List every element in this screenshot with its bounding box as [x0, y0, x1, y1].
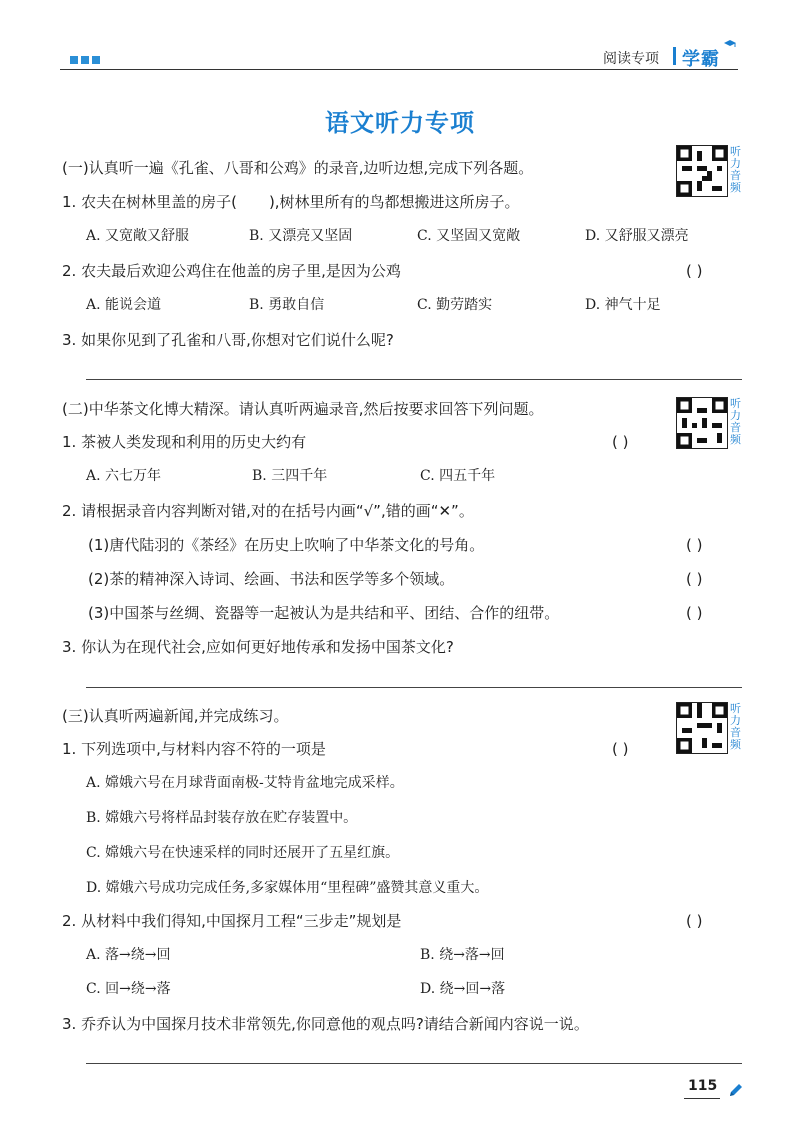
s1-q2-answer-paren[interactable]: ( ): [686, 262, 703, 280]
s2-q2-item-3-paren[interactable]: ( ): [686, 604, 703, 622]
qr-label-2: 听 力 音 频: [730, 397, 741, 446]
s3-q1-option-b[interactable]: B. 嫦娥六号将样品封装存放在贮存装置中。: [86, 810, 358, 826]
section-3-heading: (三)认真听两遍新闻,并完成练习。: [62, 707, 289, 725]
s2-q1-answer-paren[interactable]: ( ): [612, 433, 629, 451]
page-number: 115: [688, 1078, 718, 1094]
s3-q1-answer-paren[interactable]: ( ): [612, 740, 629, 758]
s2-q1-option-a[interactable]: A. 六七万年: [86, 468, 162, 484]
s3-q2-answer-paren[interactable]: ( ): [686, 912, 703, 930]
s3-q2-option-a[interactable]: A. 落→绕→回: [86, 947, 171, 963]
s1-q1-text: 1. 农夫在树林里盖的房子( ),树林里所有的鸟都想搬进这所房子。: [62, 193, 520, 211]
s2-q2-item-2-paren[interactable]: ( ): [686, 570, 703, 588]
header-divider: [673, 47, 676, 65]
brand-logo: 学霸: [682, 49, 720, 70]
qr-code-1[interactable]: [676, 145, 728, 197]
section-2-heading: (二)中华茶文化博大精深。请认真听两遍录音,然后按要求回答下列问题。: [62, 400, 544, 418]
header-rule: [60, 69, 738, 70]
section-1-heading: (一)认真听一遍《孔雀、八哥和公鸡》的录音,边听边想,完成下列各题。: [62, 159, 534, 177]
s3-q1-option-d[interactable]: D. 嫦娥六号成功完成任务,多家媒体用“里程碑”盛赞其意义重大。: [86, 880, 489, 896]
qr-label-1: 听 力 音 频: [730, 145, 741, 194]
s1-q1-option-b[interactable]: B. 又漂亮又坚固: [249, 228, 353, 244]
s1-q1-option-c[interactable]: C. 又坚固又宽敞: [417, 228, 521, 244]
qr-code-2[interactable]: [676, 397, 728, 449]
s3-q1-text: 1. 下列选项中,与材料内容不符的一项是: [62, 740, 326, 758]
s3-q3-text: 3. 乔乔认为中国探月技术非常领先,你同意他的观点吗?请结合新闻内容说一说。: [62, 1015, 589, 1033]
s1-q3-text: 3. 如果你见到了孔雀和八哥,你想对它们说什么呢?: [62, 331, 394, 349]
s1-q2-option-b[interactable]: B. 勇敢自信: [249, 297, 325, 313]
qr-label-3: 听 力 音 频: [730, 702, 741, 751]
s3-answer-line[interactable]: [86, 1063, 742, 1064]
s1-q1-option-d[interactable]: D. 又舒服又漂亮: [585, 228, 689, 244]
s3-q2-text: 2. 从材料中我们得知,中国探月工程“三步走”规划是: [62, 912, 402, 930]
s2-q1-text: 1. 茶被人类发现和利用的历史大约有: [62, 433, 307, 451]
qr-code-3[interactable]: [676, 702, 728, 754]
s1-q2-option-d[interactable]: D. 神气十足: [585, 297, 661, 313]
page-number-underline: [684, 1098, 720, 1099]
header-decoration: [70, 56, 100, 64]
s1-q2-option-c[interactable]: C. 勤劳踏实: [417, 297, 493, 313]
pencil-icon: [728, 1082, 744, 1098]
page-title: 语文听力专项: [325, 109, 475, 137]
s2-q2-item-2: (2)茶的精神深入诗词、绘画、书法和医学等多个领域。: [88, 570, 455, 588]
s1-answer-line[interactable]: [86, 379, 742, 380]
s1-q1-option-a[interactable]: A. 又宽敞又舒服: [86, 228, 190, 244]
s2-q2-text: 2. 请根据录音内容判断对错,对的在括号内画“√”,错的画“✕”。: [62, 502, 474, 520]
s3-q2-option-b[interactable]: B. 绕→落→回: [420, 947, 505, 963]
s2-q2-item-3: (3)中国茶与丝绸、瓷器等一起被认为是共结和平、团结、合作的纽带。: [88, 604, 560, 622]
s2-answer-line[interactable]: [86, 687, 742, 688]
s3-q2-option-c[interactable]: C. 回→绕→落: [86, 981, 171, 997]
s2-q2-item-1: (1)唐代陆羽的《茶经》在历史上吹响了中华茶文化的号角。: [88, 536, 485, 554]
s3-q1-option-a[interactable]: A. 嫦娥六号在月球背面南极-艾特肯盆地完成采样。: [86, 775, 404, 791]
s3-q2-option-d[interactable]: D. 绕→回→落: [420, 981, 506, 997]
s2-q3-text: 3. 你认为在现代社会,应如何更好地传承和发扬中国茶文化?: [62, 638, 454, 656]
s1-q2-option-a[interactable]: A. 能说会道: [86, 297, 162, 313]
s2-q1-option-b[interactable]: B. 三四千年: [252, 468, 328, 484]
s2-q2-item-1-paren[interactable]: ( ): [686, 536, 703, 554]
graduation-cap-icon: [724, 40, 736, 48]
header-section-label: 阅读专项: [603, 51, 659, 67]
s2-q1-option-c[interactable]: C. 四五千年: [420, 468, 496, 484]
s1-q2-text: 2. 农夫最后欢迎公鸡住在他盖的房子里,是因为公鸡: [62, 262, 401, 280]
s3-q1-option-c[interactable]: C. 嫦娥六号在快速采样的同时还展开了五星红旗。: [86, 845, 400, 861]
